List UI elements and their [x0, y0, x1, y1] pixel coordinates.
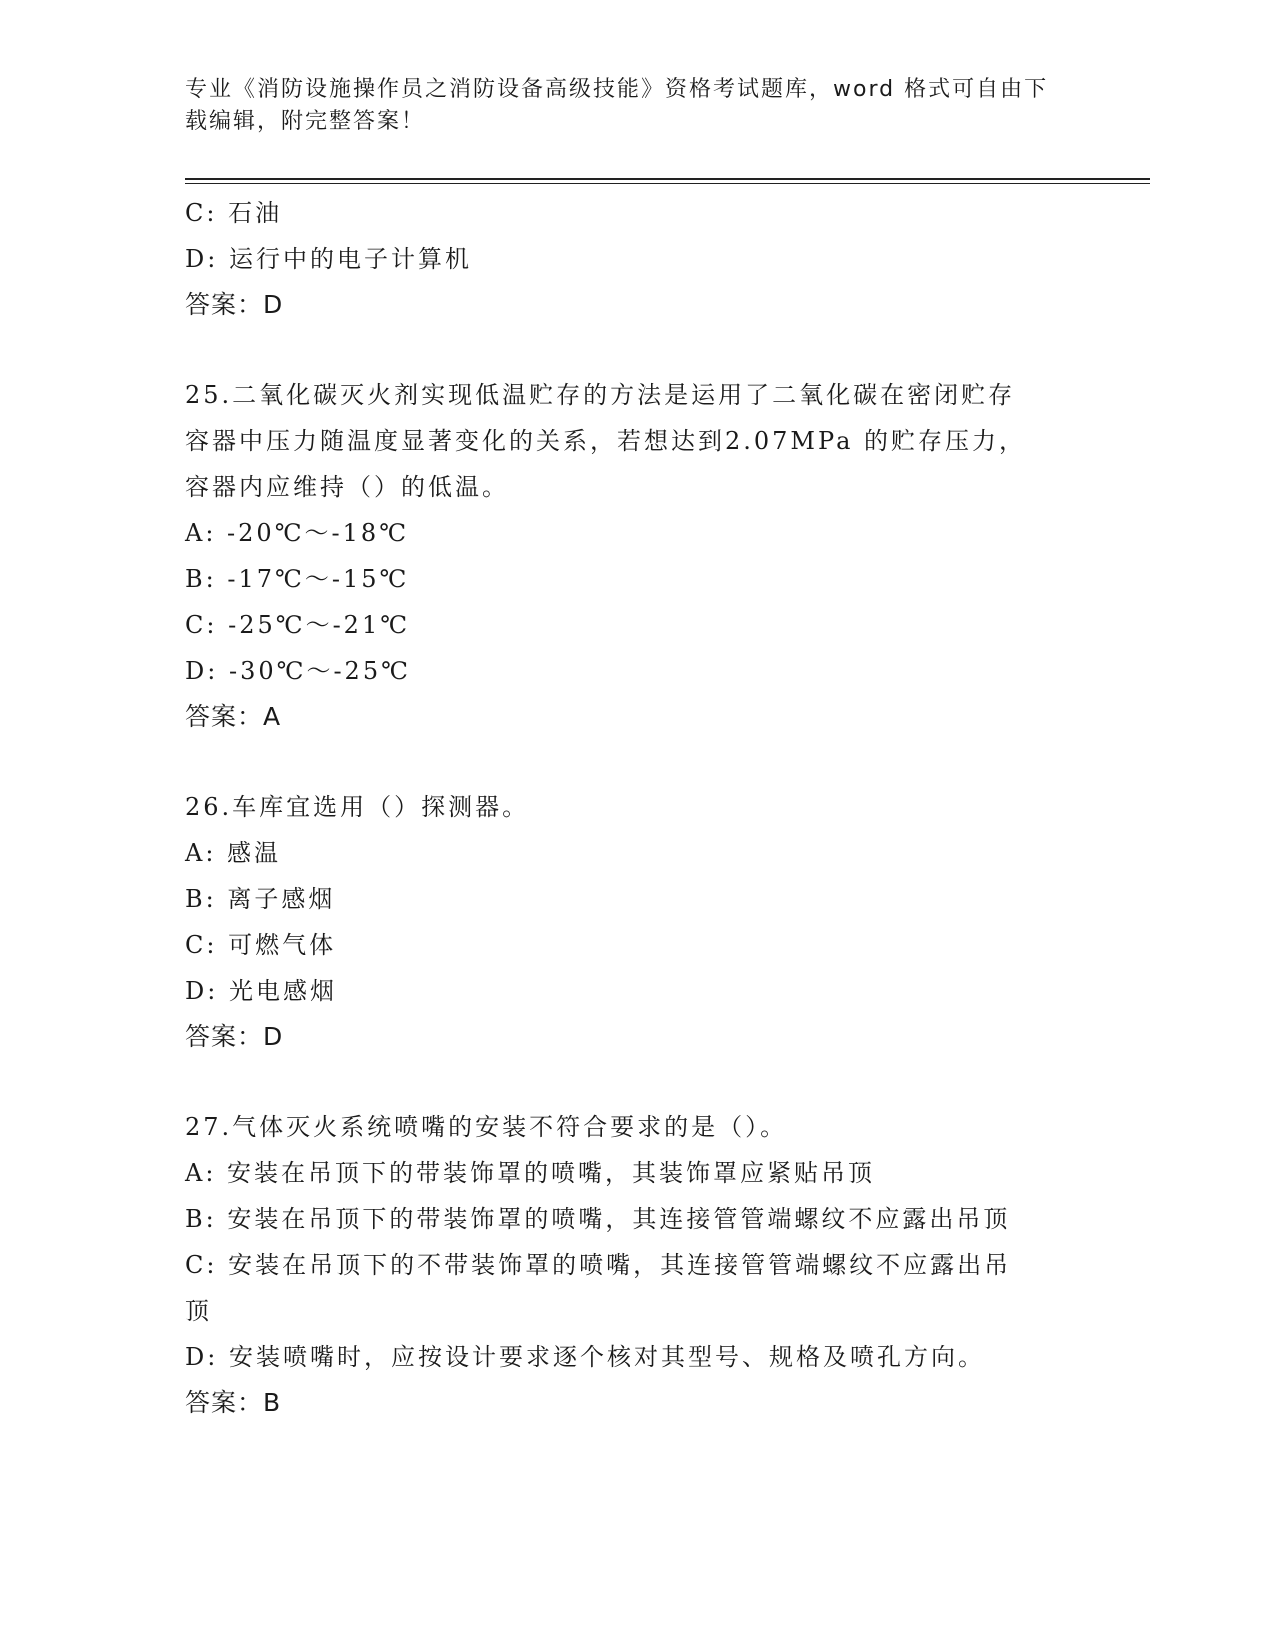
- option-a: A: 安装在吊顶下的带装饰罩的喷嘴，其装饰罩应紧贴吊顶: [185, 1159, 876, 1187]
- question-stem-line-3: 容器内应维持（）的低温。: [185, 473, 509, 501]
- header-rule-thick: [185, 178, 1150, 180]
- question-previous: [185, 190, 1085, 328]
- option-b: B: 离子感烟: [185, 885, 336, 913]
- option-d: D: 运行中的电子计算机: [185, 245, 472, 273]
- question-stem-line-1: 25.二氧化碳灭火剂实现低温贮存的方法是运用了二氧化碳在密闭贮存: [185, 381, 1016, 409]
- option-d: D: -30℃～-25℃: [185, 657, 411, 685]
- option-d: D: 光电感烟: [185, 977, 337, 1005]
- answer: 答案：D: [185, 1022, 284, 1051]
- question-25: [185, 372, 1085, 740]
- answer: 答案：A: [185, 702, 282, 731]
- question-list: [185, 190, 1085, 1426]
- option-a: A: -20℃～-18℃: [185, 519, 410, 547]
- question-27: [185, 1104, 1085, 1426]
- spacer: [185, 740, 1085, 784]
- header-rule-thin: [185, 183, 1150, 184]
- question-stem-line-1: 26.车库宜选用（）探测器。: [185, 793, 530, 821]
- option-d: D: 安装喷嘴时，应按设计要求逐个核对其型号、规格及喷孔方向。: [185, 1343, 985, 1371]
- question-stem-line-2: 容器中压力随温度显著变化的关系，若想达到2.07MPa 的贮存压力，: [185, 427, 1027, 455]
- spacer: [185, 328, 1085, 372]
- option-c: C: -25℃～-21℃: [185, 611, 411, 639]
- option-c: C: 石油: [185, 199, 283, 227]
- answer: 答案：D: [185, 290, 284, 319]
- option-b: B: 安装在吊顶下的带装饰罩的喷嘴，其连接管管端螺纹不应露出吊顶: [185, 1205, 1011, 1233]
- option-c: C: 可燃气体: [185, 931, 337, 959]
- option-c-line-2: 顶: [185, 1297, 212, 1325]
- header-line-1: 专业《消防设施操作员之消防设备高级技能》资格考试题库，word 格式可自由下: [185, 77, 1049, 102]
- document-header: [185, 74, 1065, 138]
- option-b: B: -17℃～-15℃: [185, 565, 410, 593]
- option-a: A: 感温: [185, 839, 282, 867]
- question-26: [185, 784, 1085, 1060]
- spacer: [185, 1060, 1085, 1104]
- answer: 答案：B: [185, 1388, 282, 1417]
- header-line-2: 载编辑，附完整答案！: [185, 109, 426, 134]
- question-stem-line-1: 27.气体灭火系统喷嘴的安装不符合要求的是（）。: [185, 1113, 788, 1141]
- option-c-line-1: C: 安装在吊顶下的不带装饰罩的喷嘴，其连接管管端螺纹不应露出吊: [185, 1251, 1012, 1279]
